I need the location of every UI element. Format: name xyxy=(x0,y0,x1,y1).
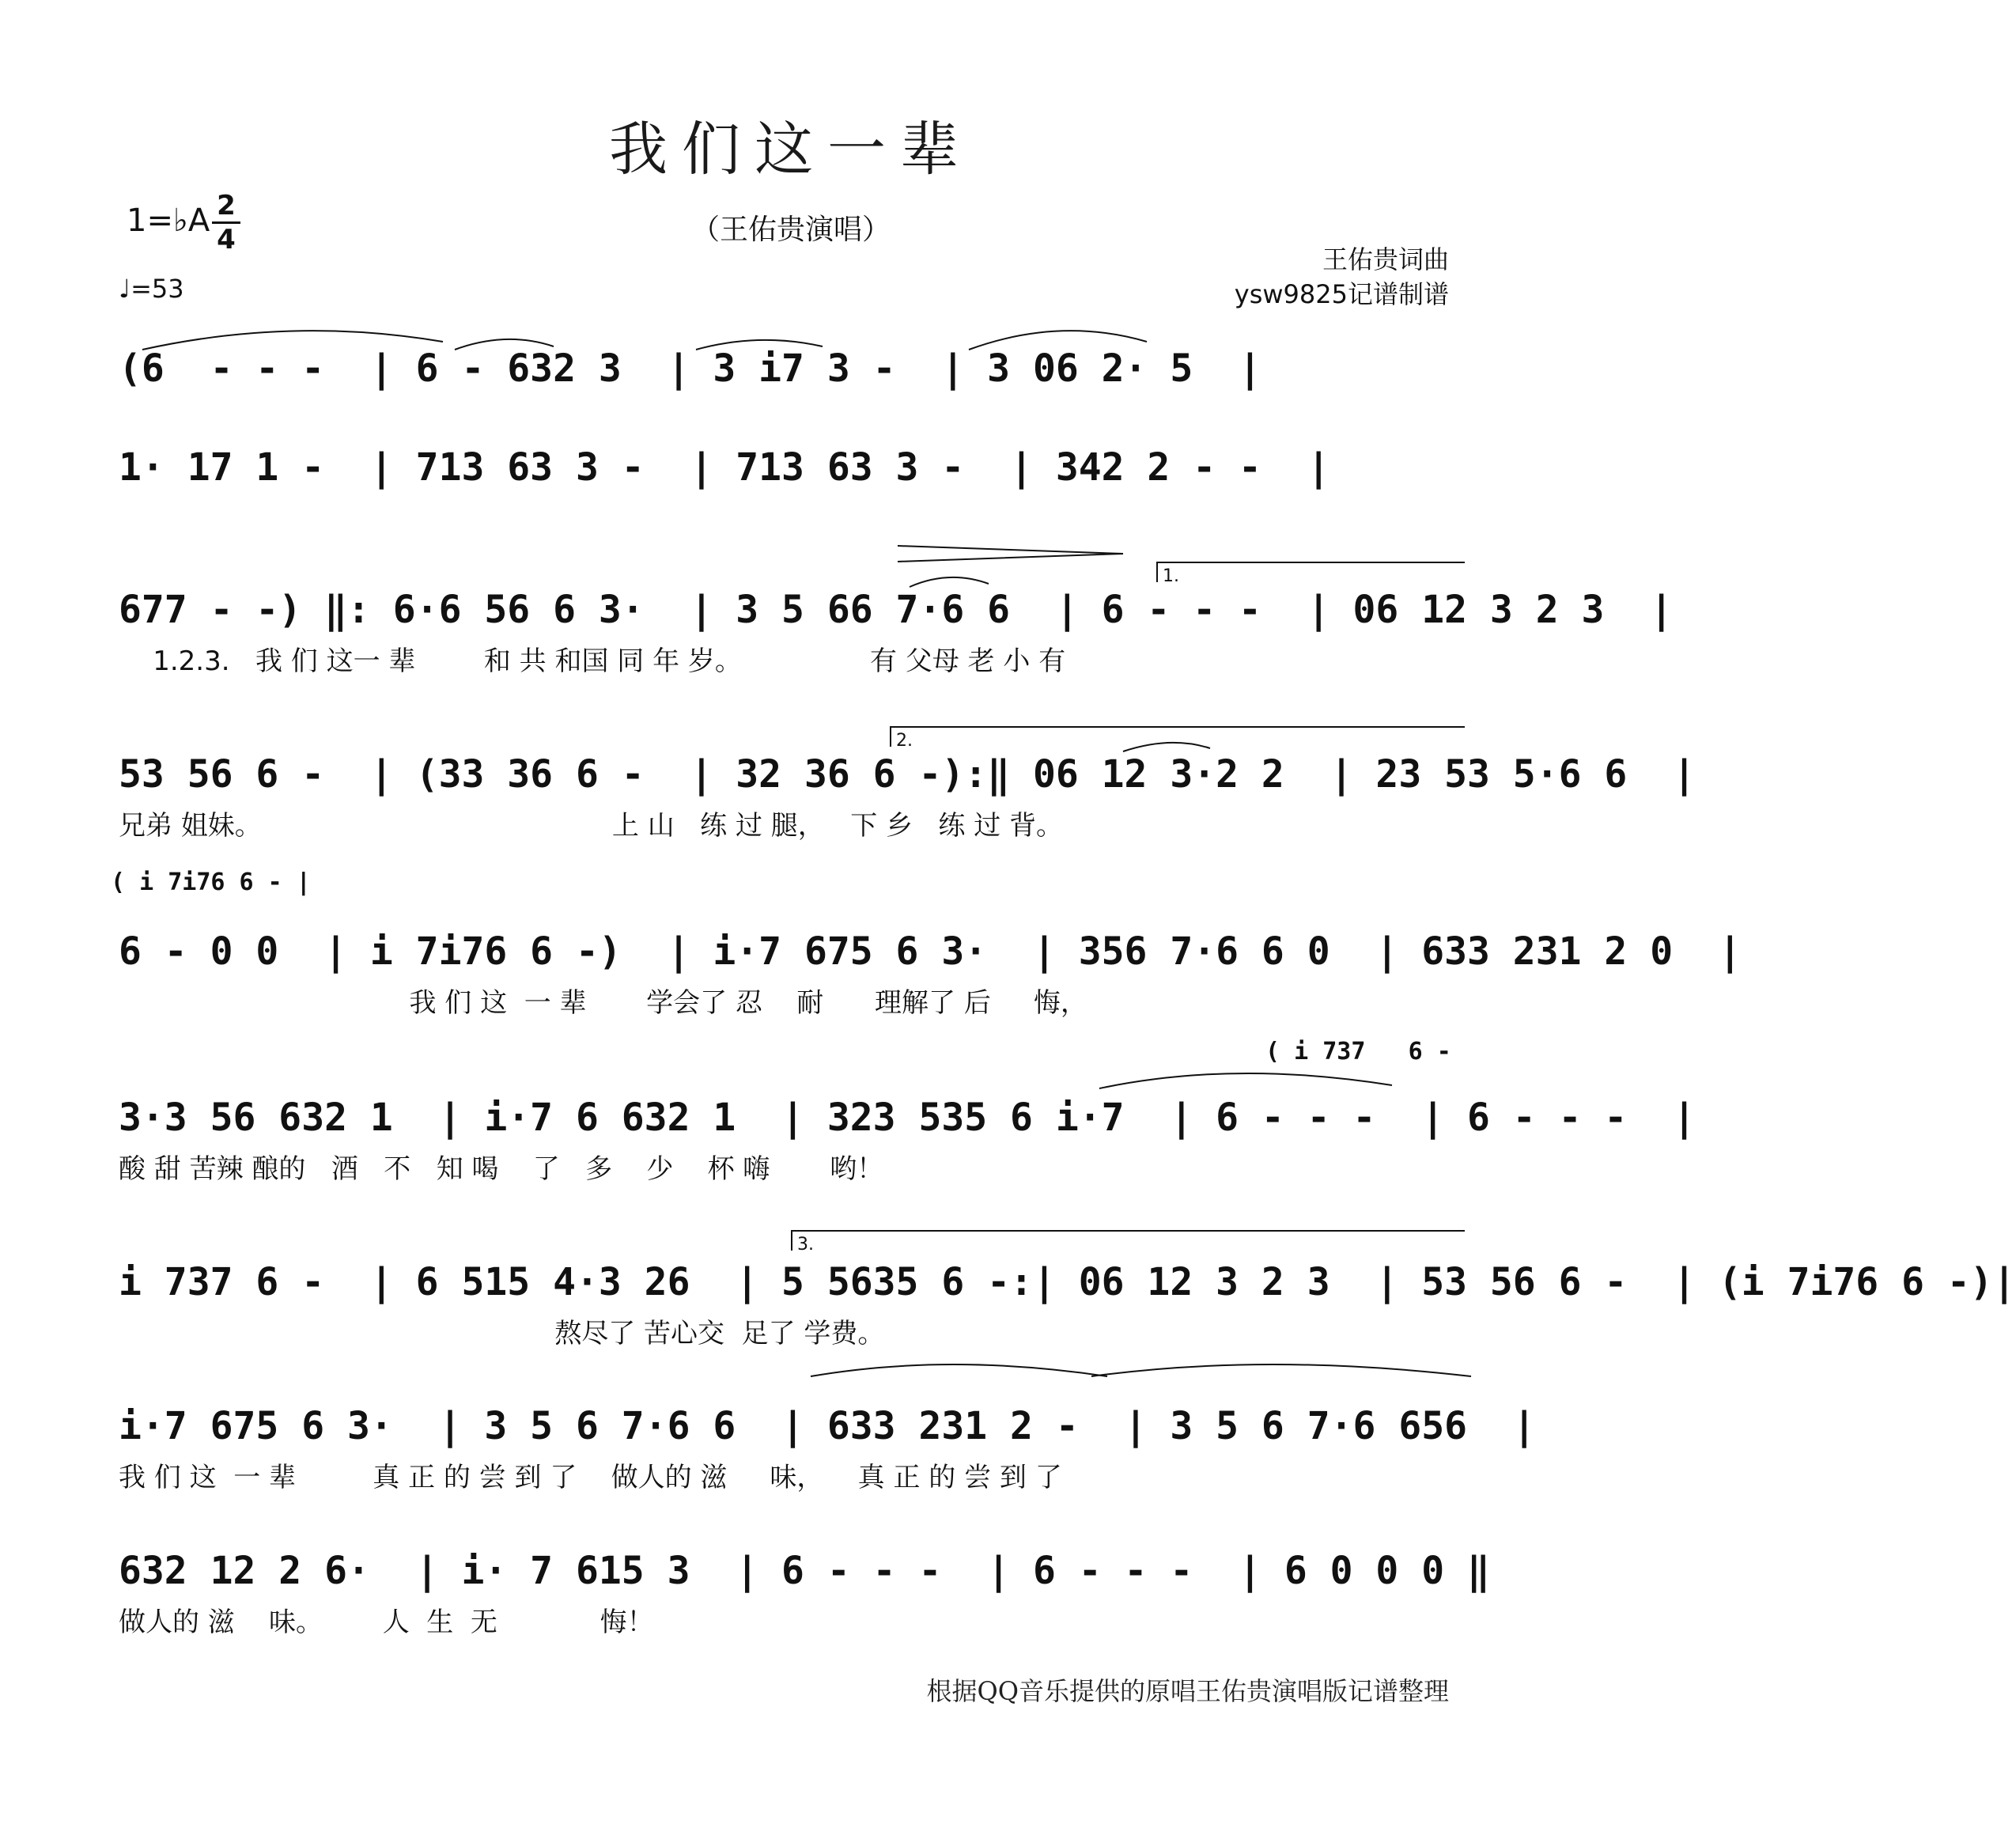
key-signature: 1=♭A xyxy=(127,202,210,239)
score-line-5 xyxy=(119,927,1742,1022)
notation: 632 12 2 6· | i· 7 615 3 | 6 - - - | 6 - - - | 6 0 0 0 ‖ xyxy=(119,1549,1490,1593)
lyrics: 1.2.3. 我 们 这一 辈 和 共 和国 同 年 岁。 有 父母 老 小 有 xyxy=(119,645,1066,677)
volta-bracket-2-tick xyxy=(890,726,891,747)
lyrics: 兄弟 姐妹。 上 山 练 过 腿， 下 乡 练 过 背。 xyxy=(119,810,1064,842)
volta-label-2: 2. xyxy=(896,731,913,751)
notation: i·7 675 6 3· | 3 5 6 7·6 6 | 633 231 2 - | 3 5 6 7·6 656 | xyxy=(119,1404,1536,1448)
score-line-4 xyxy=(119,750,1696,845)
transcriber-credit: ysw9825记谱制谱 xyxy=(1234,279,1449,309)
score-line-2 xyxy=(119,443,1463,492)
tempo-marking: ♩=53 xyxy=(119,274,184,304)
lyrics: 做人的 滋 味。 人 生 无 悔！ xyxy=(119,1607,654,1638)
notation: 1· 17 1 - | 713 63 3 - | 713 63 3 - | 342 2 - - | xyxy=(119,445,1330,490)
notation: i 737 6 - | 6 515 4·3 26 | 5 5635 6 -:| 06 12 3 2 3 | 53 56 6 - | (i 7i76 6 -)| xyxy=(119,1260,2016,1304)
volta-label-3: 3. xyxy=(797,1235,814,1255)
lyrics: 我 们 这 一 辈 学会了 忍 耐 理解了 后 悔， xyxy=(119,987,1087,1019)
volta-bracket-1 xyxy=(1156,562,1465,563)
notation: (6 - - - | 6 - 632 3 | 3 i7 3 - | 3 06 2· 5 | xyxy=(119,346,1261,391)
volta-bracket-3-tick xyxy=(791,1230,792,1251)
score-line-3 xyxy=(119,585,1674,680)
notation: 677 - -) ‖: 6·6 56 6 3· | 3 5 66 7·6 6 | 6 - - - | 06 12 3 2 3 | xyxy=(119,588,1674,632)
score-line-9 xyxy=(119,1546,1490,1641)
volta-bracket-3 xyxy=(791,1230,1465,1232)
subtitle: （王佑贵演唱） xyxy=(690,214,891,246)
time-signature-bottom: 4 xyxy=(217,224,236,255)
score-line-6 xyxy=(119,1093,1696,1188)
lyrics: 酸 甜 苦辣 酿的 酒 不 知 喝 了 多 少 杯 嗨 哟！ xyxy=(119,1153,884,1185)
time-signature-top: 2 xyxy=(217,190,236,221)
lyrics-music-credit: 王佑贵词曲 xyxy=(1322,244,1449,274)
notation: 53 56 6 - | (33 36 6 - | 32 36 6 -):‖ 06 12 3·2 2 | 23 53 5·6 6 | xyxy=(119,752,1696,797)
footer-note: 根据QQ音乐提供的原唱王佑贵演唱版记谱整理 xyxy=(926,1676,1449,1706)
lyrics: 熬尽了 苦心交 足了 学费。 xyxy=(119,1318,885,1349)
interlude-note-line6: ( i 737 6 - xyxy=(1265,1038,1451,1065)
volta-bracket-2 xyxy=(890,726,1465,728)
interlude-note-line5: ( i 7i76 6 - | xyxy=(111,869,311,896)
volta-bracket-1-tick xyxy=(1156,562,1158,582)
lyrics: 我 们 这 一 辈 真 正 的 尝 到 了 做人的 滋 味， 真 正 的 尝 到 了 xyxy=(119,1462,1062,1493)
notation: 6 - 0 0 | i 7i76 6 -) | i·7 675 6 3· | 356 7·6 6 0 | 633 231 2 0 | xyxy=(119,929,1742,974)
notation: 3·3 56 632 1 | i·7 6 632 1 | 323 535 6 i·7 | 6 - - - | 6 - - - | xyxy=(119,1096,1696,1140)
score-line-1 xyxy=(119,344,1463,393)
score-line-7 xyxy=(119,1258,2016,1353)
score-line-8 xyxy=(119,1402,1536,1497)
page-title: 我们这一辈 xyxy=(609,115,973,184)
volta-label-1: 1. xyxy=(1163,566,1179,586)
